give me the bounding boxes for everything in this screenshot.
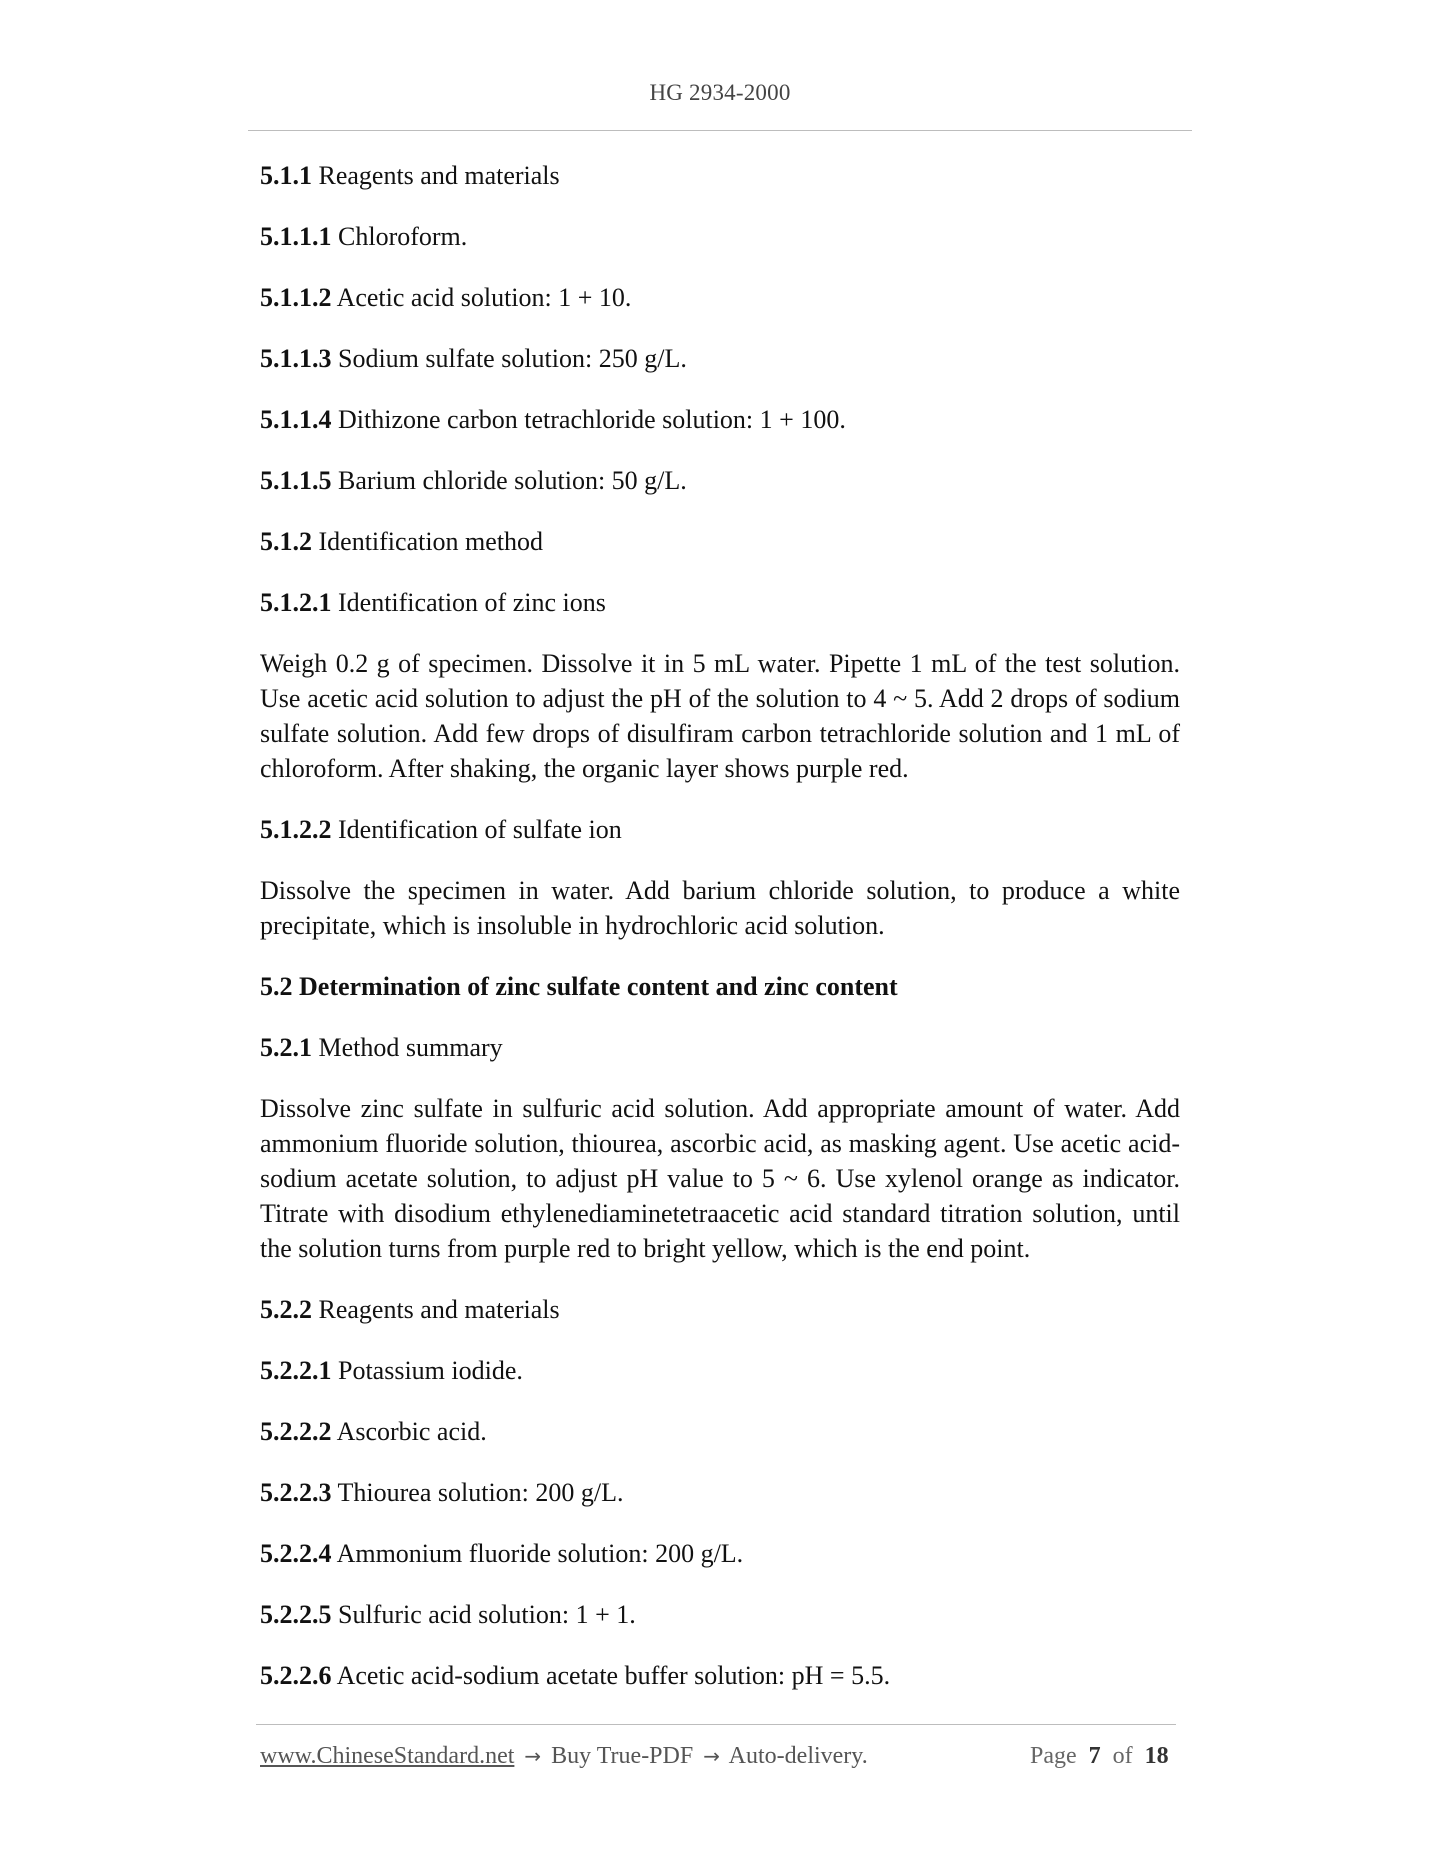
paragraph-zinc-identification: Weigh 0.2 g of specimen. Dissolve it in 5 mL water. Pipette 1 mL of the test solution. Use acetic acid solution to adjust the pH of the solution to 4 ~ 5. Add 2 drops of sodium sulfate solution. Add few drops of disulfiram carbon tetrachloride solution and 1 mL of chloroform. After shaking, the organic layer shows purple red. bbox=[260, 649, 1180, 783]
section-text: Acetic acid-sodium acetate buffer solution: pH = 5.5. bbox=[336, 1661, 891, 1690]
section-text: Sulfuric acid solution: 1 + 1. bbox=[338, 1600, 636, 1629]
section-text: Ammonium fluoride solution: 200 g/L. bbox=[336, 1539, 744, 1568]
section-5-2-2-1 bbox=[260, 1353, 1180, 1388]
section-number: 5.1.2 bbox=[260, 527, 312, 556]
section-5-2-1 bbox=[260, 1030, 1180, 1065]
section-text: Method summary bbox=[318, 1033, 503, 1062]
section-number: 5.1.1.3 bbox=[260, 344, 332, 373]
section-number: 5.2.2.4 bbox=[260, 1539, 332, 1568]
section-number: 5.2.2.6 bbox=[260, 1661, 332, 1690]
section-number: 5.1.1 bbox=[260, 161, 312, 190]
section-5-1-1 bbox=[260, 158, 1180, 193]
section-5-1-1-1 bbox=[260, 219, 1180, 254]
buy-pdf-text: Buy True-PDF bbox=[551, 1743, 694, 1769]
section-5-1-1-2 bbox=[260, 280, 1180, 315]
page-label: Page bbox=[1030, 1743, 1077, 1769]
section-text: Reagents and materials bbox=[318, 1295, 560, 1324]
document-code-header: HG 2934-2000 bbox=[649, 80, 791, 105]
page-indicator bbox=[1030, 1743, 1169, 1770]
footer-divider bbox=[256, 1724, 1176, 1725]
arrow-right-icon: → bbox=[524, 1744, 542, 1768]
section-number: 5.1.1.4 bbox=[260, 405, 332, 434]
section-number: 5.1.2.2 bbox=[260, 815, 332, 844]
total-pages-number: 18 bbox=[1144, 1743, 1169, 1769]
section-text: Dithizone carbon tetrachloride solution: 1 + 100. bbox=[338, 405, 846, 434]
section-text: Identification of zinc ions bbox=[338, 588, 606, 617]
section-5-2-2-6 bbox=[260, 1658, 1180, 1693]
auto-delivery-text: Auto-delivery. bbox=[728, 1743, 868, 1769]
section-5-1-2-2 bbox=[260, 812, 1180, 847]
section-number: 5.2.2.3 bbox=[260, 1478, 332, 1507]
section-text: Identification of sulfate ion bbox=[338, 815, 622, 844]
section-number: 5.1.1.2 bbox=[260, 283, 332, 312]
section-number: 5.1.1.5 bbox=[260, 466, 332, 495]
footer-promo bbox=[260, 1743, 868, 1770]
section-5-1-1-4 bbox=[260, 402, 1180, 437]
section-text: Reagents and materials bbox=[318, 161, 560, 190]
section-number: 5.2.2 bbox=[260, 1295, 312, 1324]
section-number: 5.1.2.1 bbox=[260, 588, 332, 617]
section-text: Ascorbic acid. bbox=[336, 1417, 487, 1446]
section-text: Barium chloride solution: 50 g/L. bbox=[338, 466, 687, 495]
section-text: Potassium iodide. bbox=[338, 1356, 523, 1385]
section-5-1-1-3 bbox=[260, 341, 1180, 376]
paragraph-method-summary: Dissolve zinc sulfate in sulfuric acid solution. Add appropriate amount of water. Add ammonium fluoride solution, thiourea, ascorbic acid, as masking agent. Use acetic acid-sodium acetate solution, to adjust pH value to 5 ~ 6. Use xylenol orange as indicator. Titrate with disodium ethylenediaminetetraacetic acid standard titration solution, until the solution turns from purple red to bright yellow, which is the end point. bbox=[260, 1094, 1180, 1263]
current-page-number: 7 bbox=[1088, 1743, 1101, 1769]
section-number: 5.2.2.5 bbox=[260, 1600, 332, 1629]
document-body bbox=[260, 158, 1180, 1719]
section-text: Chloroform. bbox=[338, 222, 468, 251]
section-number: 5.2.2.1 bbox=[260, 1356, 332, 1385]
section-number: 5.2.1 bbox=[260, 1033, 312, 1062]
section-5-2-2-4 bbox=[260, 1536, 1180, 1571]
section-number: 5.2.2.2 bbox=[260, 1417, 332, 1446]
section-5-2-title: 5.2 Determination of zinc sulfate content and zinc content bbox=[260, 972, 898, 1001]
section-5-2-2-2 bbox=[260, 1414, 1180, 1449]
section-5-1-2 bbox=[260, 524, 1180, 559]
section-5-1-1-5 bbox=[260, 463, 1180, 498]
paragraph-sulfate-identification: Dissolve the specimen in water. Add barium chloride solution, to produce a white precipitate, which is insoluble in hydrochloric acid solution. bbox=[260, 876, 1180, 940]
section-5-2-2 bbox=[260, 1292, 1180, 1327]
section-5-1-2-1 bbox=[260, 585, 1180, 620]
arrow-right-icon: → bbox=[703, 1744, 720, 1768]
section-text: Acetic acid solution: 1 + 10. bbox=[336, 283, 632, 312]
site-link[interactable]: www.ChineseStandard.net bbox=[260, 1743, 515, 1769]
section-number: 5.1.1.1 bbox=[260, 222, 332, 251]
section-text: Thiourea solution: 200 g/L. bbox=[337, 1478, 624, 1507]
section-5-2-2-3 bbox=[260, 1475, 1180, 1510]
header-divider bbox=[248, 130, 1192, 131]
of-label: of bbox=[1112, 1743, 1133, 1769]
section-text: Identification method bbox=[318, 527, 544, 556]
section-text: Sodium sulfate solution: 250 g/L. bbox=[338, 344, 687, 373]
section-5-2-2-5 bbox=[260, 1597, 1180, 1632]
